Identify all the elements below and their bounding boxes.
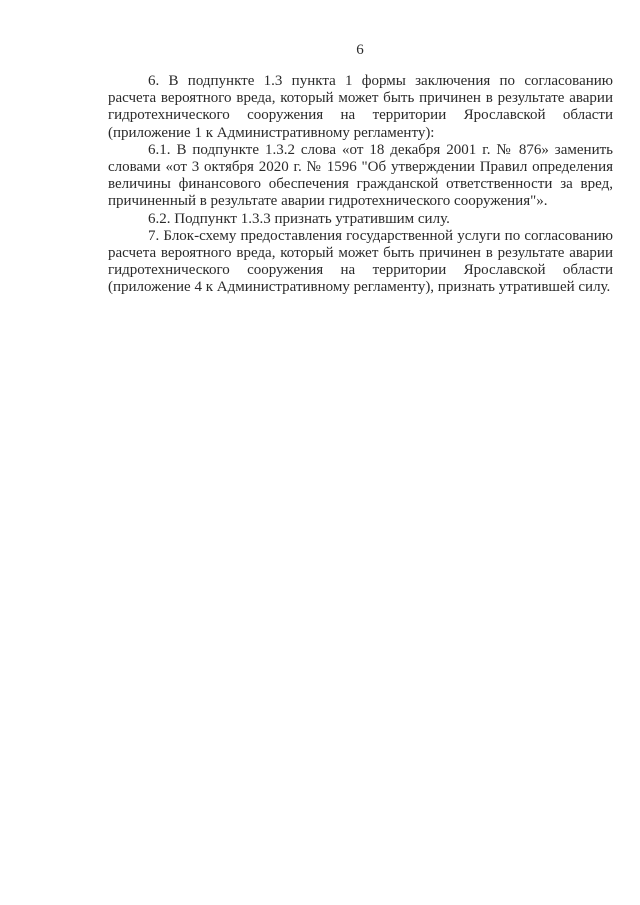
paragraph-7: 7. Блок-схему предоставления государственной услуги по согласованию расчета вероятного вреда, который может быть причинен в результате аварии гидротехнического сооружения на территории Ярославской области (приложение 4 к Административному регламенту), признать утратившей силу. — [108, 227, 613, 296]
paragraph-6-2: 6.2. Подпункт 1.3.3 признать утратившим силу. — [148, 210, 450, 227]
paragraph-6-1: 6.1. В подпункте 1.3.2 слова «от 18 декабря 2001 г. № 876» заменить словами «от 3 октября 2020 г. № 1596 "Об утверждении Правил определения величины финансового обеспечения гражданской ответственности за вред, причиненный в результате аварии гидротехнического сооружения"». — [108, 141, 613, 210]
page-number: 6 — [356, 42, 364, 58]
document-body — [108, 73, 613, 297]
paragraph-6: 6. В подпункте 1.3 пункта 1 формы заключения по согласованию расчета вероятного вреда, который может быть причинен в результате аварии гидротехнического сооружения на территории Ярославской области (приложение 1 к Административному регламенту): — [108, 73, 613, 141]
